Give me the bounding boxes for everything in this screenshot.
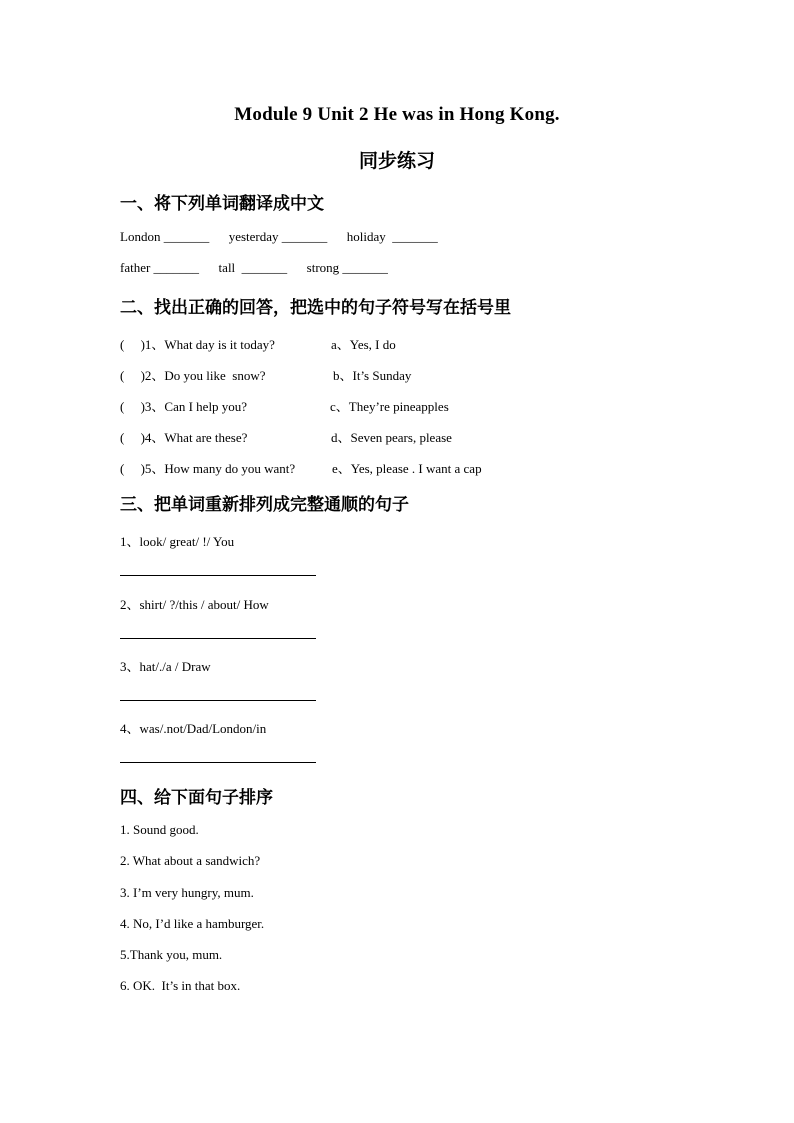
section3-heading: 三、把单词重新排列成完整通顺的句子	[120, 495, 409, 515]
answer-d: d、Seven pears, please	[331, 430, 452, 445]
translate-row-2: father _______ tall _______ strong _______	[120, 260, 388, 275]
section2-heading: 二、找出正确的回答，把选中的句子符号写在括号里	[120, 298, 511, 318]
question-5: ( )5、How many do you want?	[120, 461, 296, 476]
page-title: Module 9 Unit 2 He was in Hong Kong.	[234, 104, 560, 125]
reorder-item-4: 4、was/.not/Dad/London/in	[120, 721, 267, 736]
answer-e: e、Yes, please . I want a cap	[332, 461, 482, 476]
question-1: ( )1、What day is it today?	[120, 337, 275, 352]
answer-b: b、It’s Sunday	[333, 368, 412, 383]
question-4: ( )4、What are these?	[120, 430, 248, 445]
answer-line-1	[120, 575, 316, 576]
answer-line-3	[120, 700, 316, 701]
sort-item-3: 3. I’m very hungry, mum.	[120, 885, 254, 900]
answer-a: a、Yes, I do	[331, 337, 396, 352]
answer-line-2	[120, 638, 316, 639]
reorder-item-3: 3、hat/./a / Draw	[120, 659, 211, 674]
sort-item-2: 2. What about a sandwich?	[120, 853, 261, 868]
sort-item-5: 5.Thank you, mum.	[120, 947, 223, 962]
page-subtitle: 同步练习	[358, 150, 435, 172]
answer-c: c、They’re pineapples	[330, 399, 449, 414]
question-2: ( )2、Do you like snow?	[120, 368, 266, 383]
translate-row-1: London _______ yesterday _______ holiday _______	[120, 229, 438, 244]
sort-item-6: 6. OK. It’s in that box.	[120, 978, 241, 993]
question-3: ( )3、Can I help you?	[120, 399, 248, 414]
reorder-item-1: 1、look/ great/ !/ You	[120, 534, 235, 549]
sort-item-4: 4. No, I’d like a hamburger.	[120, 916, 265, 931]
section1-heading: 一、将下列单词翻译成中文	[120, 194, 324, 214]
sort-item-1: 1. Sound good.	[120, 822, 199, 837]
answer-line-4	[120, 762, 316, 763]
section4-heading: 四、给下面句子排序	[120, 788, 273, 808]
reorder-item-2: 2、shirt/ ?/this / about/ How	[120, 597, 269, 612]
